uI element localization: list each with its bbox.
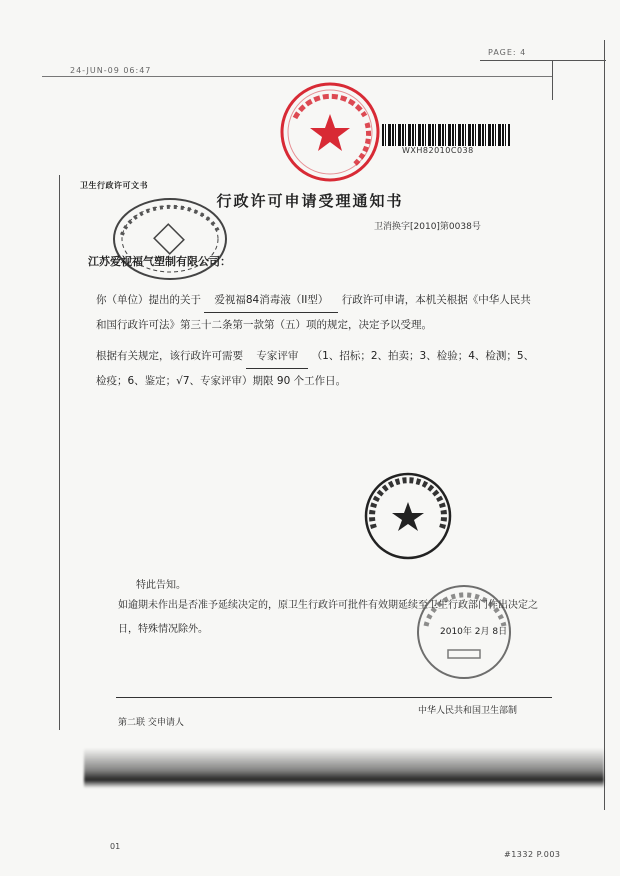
- fax-page-label: PAGE: 4: [488, 48, 527, 57]
- product-name: 爱视福84消毒液（II型）: [204, 288, 338, 313]
- p2-rest: （1、招标；2、拍卖；3、检验；4、检测；5、检疫；6、鉴定；√7、专家评审）期限 90 个工作日。: [96, 350, 535, 387]
- addressee: 江苏爱视福气塑制有限公司：: [88, 255, 231, 268]
- left-scan-border: [59, 175, 60, 730]
- issuing-ministry: 中华人民共和国卫生部制: [418, 706, 518, 716]
- scan-smudge: [84, 748, 604, 788]
- right-scan-border: [604, 40, 605, 810]
- p2-intro: 根据有关规定，该行政许可需要: [96, 350, 243, 362]
- barcode: [382, 124, 510, 146]
- fax-timestamp: 24-JUN-09 06:47: [70, 66, 152, 75]
- top-right-scan-mark: [552, 60, 553, 100]
- extension-note: 如逾期未作出是否准予延续决定的，原卫生行政许可批件有效期延续至卫生行政部门作出决定之日，特殊情况除外。: [118, 600, 538, 635]
- review-type: 专家评审: [246, 344, 308, 369]
- closing-remark: 特此告知。: [136, 580, 186, 591]
- paragraph-review: [96, 344, 536, 393]
- issue-date: 2010年 2月 8日: [440, 627, 508, 637]
- document-category: 卫生行政许可文书: [80, 181, 148, 190]
- copy-designation: 第二联 交申请人: [118, 718, 184, 728]
- p1-rest: 行政许可申请，本机关根据《中华人民共和国行政许可法》第三十二条第一款第（五）项的规定，决定予以受理。: [96, 294, 531, 331]
- barcode-number: WXH82010C038: [402, 146, 474, 155]
- document-title: 行政许可申请受理通知书: [216, 192, 404, 210]
- p1-intro: 你（单位）提出的关于: [96, 294, 201, 306]
- company-oval-stamp: [110, 195, 230, 283]
- page-number-left: 01: [110, 842, 121, 851]
- red-official-seal: [275, 78, 385, 186]
- company-round-seal: [360, 468, 456, 564]
- document-number: 卫消换字[2010]第0038号: [374, 222, 481, 232]
- paragraph-acceptance: [96, 288, 536, 337]
- fax-header-rule: [42, 76, 552, 77]
- fax-page-number: #1332 P.003: [504, 850, 561, 859]
- footer-rule: [116, 697, 552, 698]
- top-scan-rule: [480, 60, 606, 61]
